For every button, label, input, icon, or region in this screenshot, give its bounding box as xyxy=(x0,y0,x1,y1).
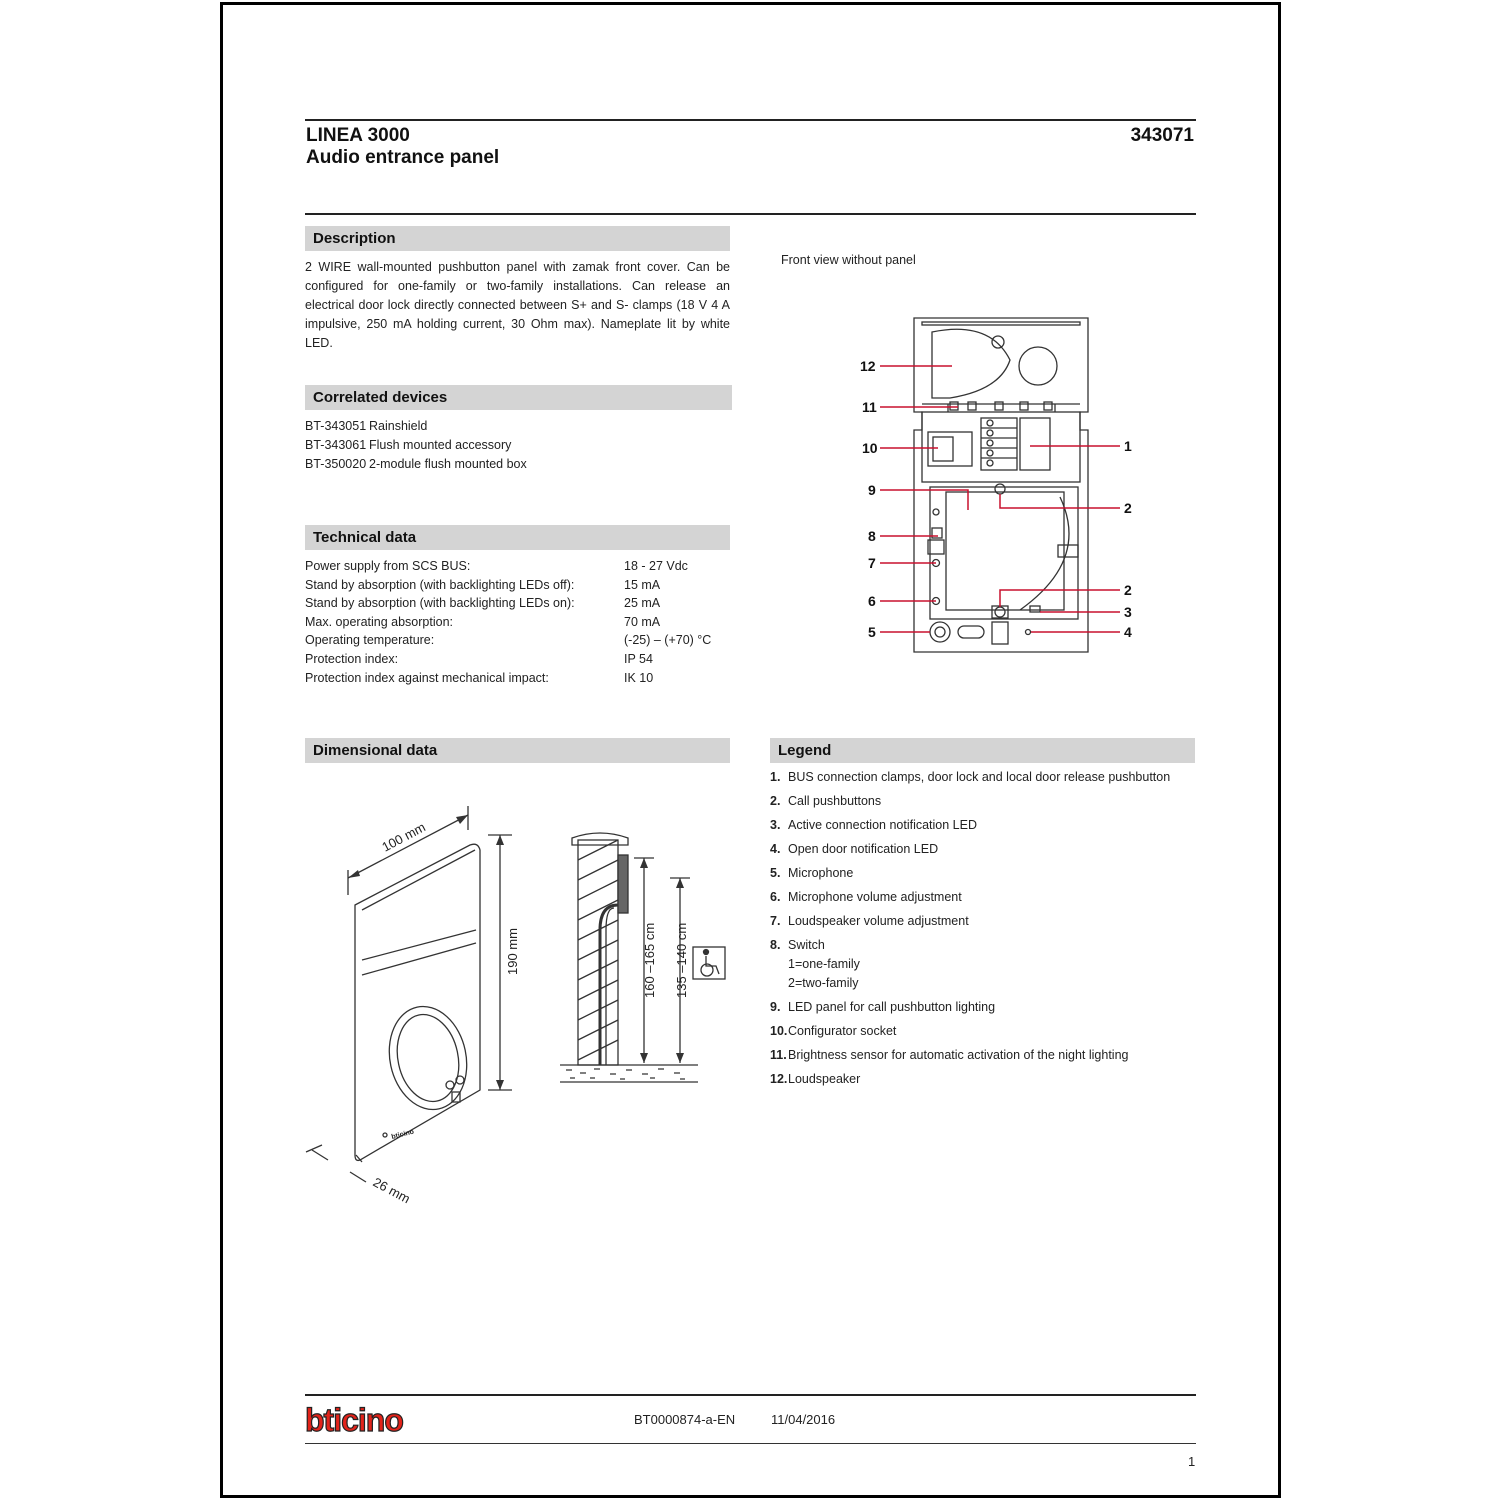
legend-item xyxy=(770,816,977,835)
tech-value: (-25) – (+70) °C xyxy=(624,633,712,648)
correlated-code: BT-343051 xyxy=(305,419,367,433)
tech-label: Operating temperature: xyxy=(305,633,435,648)
legend-item xyxy=(770,840,938,859)
legend-text: Loudspeaker xyxy=(788,1072,861,1086)
depth-dimension-label: 26 mm xyxy=(370,1174,413,1207)
footer-logo-text: bticino xyxy=(305,1402,403,1436)
legend-item xyxy=(770,998,995,1017)
tech-value: 70 mA xyxy=(624,614,661,629)
tech-value: 25 mA xyxy=(624,596,661,611)
legend-subtext: 1=one-family xyxy=(788,957,860,971)
legend-heading: Legend xyxy=(770,738,1195,763)
callout-1: 1 xyxy=(1124,438,1132,454)
tech-value: IP 54 xyxy=(624,652,653,666)
correlated-name: Rainshield xyxy=(369,419,428,433)
dimensional-drawing xyxy=(300,790,740,1220)
legend-item xyxy=(770,864,853,883)
legend-text: Loudspeaker volume adjustment xyxy=(788,914,969,928)
tech-value: IK 10 xyxy=(624,670,654,685)
footer-top-rule xyxy=(305,1394,1196,1396)
legend-number: 11. xyxy=(770,1048,787,1062)
header-top-rule xyxy=(305,119,1196,121)
legend-text: Configurator socket xyxy=(788,1024,897,1038)
legend-number: 6. xyxy=(770,890,781,904)
legend-text: BUS connection clamps, door lock and local door release pushbutton xyxy=(788,770,1171,784)
legend-subtext: 2=two-family xyxy=(788,976,859,990)
correlated-name: Flush mounted accessory xyxy=(369,438,512,452)
correlated-code: BT-343061 xyxy=(305,438,367,452)
callout-2b: 2 xyxy=(1124,582,1132,598)
legend-number: 7. xyxy=(770,914,781,928)
correlated-heading: Correlated devices xyxy=(305,385,732,410)
callout-5: 5 xyxy=(868,624,876,640)
legend-text: Brightness sensor for automatic activation of the night lighting xyxy=(788,1048,1129,1062)
legend-text: Microphone xyxy=(788,866,854,880)
product-line-title: LINEA 3000 xyxy=(306,125,410,146)
legend-item xyxy=(770,1022,896,1041)
callout-4: 4 xyxy=(1124,624,1132,640)
callout-9: 9 xyxy=(868,482,876,498)
legend-item xyxy=(770,768,1170,787)
legend-number: 4. xyxy=(770,842,781,856)
correlated-item xyxy=(305,436,511,455)
legend-item xyxy=(770,912,969,931)
legend-text: Call pushbuttons xyxy=(788,794,882,808)
callout-2a: 2 xyxy=(1124,500,1132,516)
height-dimension-label: 190 mm xyxy=(505,928,520,975)
legend-item xyxy=(770,888,962,907)
legend-item xyxy=(770,792,881,811)
legend-number: 8. xyxy=(770,938,781,952)
install-low-label: 135 –140 cm xyxy=(674,922,689,998)
front-view-caption: Front view without panel xyxy=(781,253,916,267)
callout-12: 12 xyxy=(860,358,876,374)
product-code: 343071 xyxy=(1130,125,1194,146)
legend-number: 5. xyxy=(770,866,781,880)
legend-number: 9. xyxy=(770,1000,781,1014)
legend-text: Open door notification LED xyxy=(788,842,939,856)
header-bottom-rule xyxy=(305,213,1196,215)
legend-number: 1. xyxy=(770,770,781,784)
tech-label: Protection index: xyxy=(305,652,399,666)
description-text: 2 WIRE wall-mounted pushbutton panel with zamak front cover. Can be configured for one-family or two-family installations. Can release an electrical door lock directly connected between S+ and S- clamps (18 V 4 A impulsive, 250 mA holding current, 30 Ohm max). Nameplate lit by white LED. xyxy=(305,260,730,350)
legend-number: 2. xyxy=(770,794,781,808)
callout-10: 10 xyxy=(862,440,878,456)
legend-text: Active connection notification LED xyxy=(788,818,977,832)
install-high-label: 160 –165 cm xyxy=(642,922,657,998)
device-brand-mark: bticino xyxy=(390,1128,415,1141)
dimensional-heading: Dimensional data xyxy=(305,738,730,763)
legend-item xyxy=(770,936,860,993)
callout-7: 7 xyxy=(868,555,876,571)
tech-label: Power supply from SCS BUS: xyxy=(305,559,471,573)
tech-label: Stand by absorption (with backlighting LEDs off): xyxy=(305,577,575,592)
legend-number: 10. xyxy=(770,1024,788,1038)
tech-label: Max. operating absorption: xyxy=(305,614,454,629)
document-code: BT0000874-a-EN xyxy=(634,1412,736,1427)
legend-number: 12. xyxy=(770,1072,788,1086)
correlated-code: BT-350020 xyxy=(305,457,367,471)
footer-bottom-rule xyxy=(305,1443,1196,1444)
product-name-title: Audio entrance panel xyxy=(306,147,500,168)
callout-11: 11 xyxy=(862,399,877,415)
correlated-item xyxy=(305,417,427,436)
correlated-item xyxy=(305,455,527,474)
callout-6: 6 xyxy=(868,593,876,609)
legend-text: LED panel for call pushbutton lighting xyxy=(788,1000,996,1014)
document-date: 11/04/2016 xyxy=(771,1412,836,1427)
legend-item xyxy=(770,1046,1128,1065)
callout-8: 8 xyxy=(868,528,876,544)
legend-item xyxy=(770,1070,860,1089)
description-heading: Description xyxy=(305,226,730,251)
callout-3: 3 xyxy=(1124,604,1132,620)
tech-label: Stand by absorption (with backlighting LEDs on): xyxy=(305,596,575,611)
legend-number: 3. xyxy=(770,818,781,832)
front-view-diagram xyxy=(850,310,1150,660)
tech-label: Protection index against mechanical impact: xyxy=(305,670,549,685)
page-number: 1 xyxy=(1188,1454,1196,1469)
technical-heading: Technical data xyxy=(305,525,730,550)
legend-text: Switch xyxy=(788,938,825,952)
tech-value: 18 - 27 Vdc xyxy=(624,559,688,573)
correlated-name: 2-module flush mounted box xyxy=(369,457,527,471)
bticino-logo xyxy=(305,1402,440,1436)
tech-value: 15 mA xyxy=(624,577,661,592)
legend-text: Microphone volume adjustment xyxy=(788,890,962,904)
width-dimension-label: 100 mm xyxy=(379,819,428,855)
